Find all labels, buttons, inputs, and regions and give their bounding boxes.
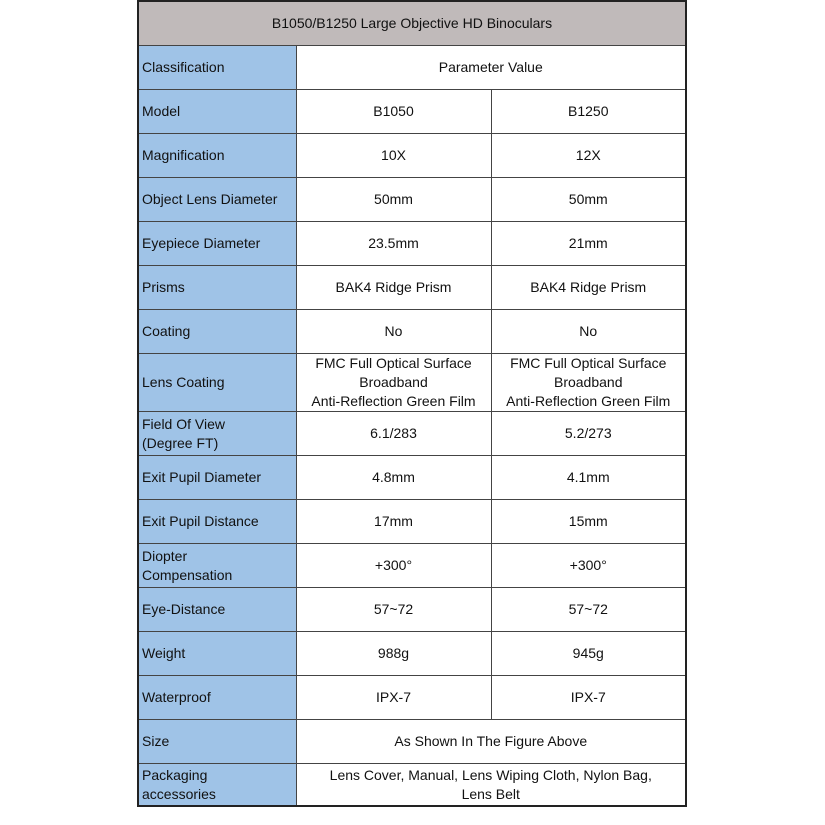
value-b1050: FMC Full Optical Surface Broadband Anti-Reflection Green Film — [296, 354, 491, 412]
title-row — [138, 1, 686, 46]
row-label: Exit Pupil Distance — [138, 500, 296, 544]
value-b1050: 23.5mm — [296, 222, 491, 266]
table-row-lens-coating — [138, 354, 686, 412]
row-label: Diopter Compensation — [138, 544, 296, 588]
value-b1050: +300° — [296, 544, 491, 588]
table-row-exit-pupil-diameter — [138, 456, 686, 500]
value-b1050: No — [296, 310, 491, 354]
row-label: Eyepiece Diameter — [138, 222, 296, 266]
value-b1050: 10X — [296, 134, 491, 178]
size-label: Size — [138, 720, 296, 764]
value-b1050: 6.1/283 — [296, 412, 491, 456]
table-row-object-lens-diameter — [138, 178, 686, 222]
value-b1250: B1250 — [491, 90, 686, 134]
value-b1250: 12X — [491, 134, 686, 178]
size-value: As Shown In The Figure Above — [296, 720, 686, 764]
row-label: Field Of View (Degree FT) — [138, 412, 296, 456]
value-b1250: 50mm — [491, 178, 686, 222]
table-row-magnification — [138, 134, 686, 178]
table-row-eye-distance — [138, 588, 686, 632]
header-row — [138, 46, 686, 90]
row-label: Weight — [138, 632, 296, 676]
row-label: Prisms — [138, 266, 296, 310]
table-title: B1050/B1250 Large Objective HD Binoculars — [138, 1, 686, 46]
value-b1250: IPX-7 — [491, 676, 686, 720]
value-b1250: 57~72 — [491, 588, 686, 632]
value-b1050: 17mm — [296, 500, 491, 544]
value-b1050: 4.8mm — [296, 456, 491, 500]
packaging-value: Lens Cover, Manual, Lens Wiping Cloth, Nylon Bag, Lens Belt — [296, 764, 686, 807]
value-b1050: BAK4 Ridge Prism — [296, 266, 491, 310]
table-row-size — [138, 720, 686, 764]
table-row-prisms — [138, 266, 686, 310]
value-b1250: No — [491, 310, 686, 354]
value-b1050: 50mm — [296, 178, 491, 222]
row-label: Object Lens Diameter — [138, 178, 296, 222]
row-label: Eye-Distance — [138, 588, 296, 632]
row-label: Waterproof — [138, 676, 296, 720]
table-row-exit-pupil-distance — [138, 500, 686, 544]
value-b1050: 57~72 — [296, 588, 491, 632]
row-label: Magnification — [138, 134, 296, 178]
value-b1250: +300° — [491, 544, 686, 588]
header-value: Parameter Value — [296, 46, 686, 90]
value-b1250: 945g — [491, 632, 686, 676]
value-b1250: 21mm — [491, 222, 686, 266]
value-b1050: B1050 — [296, 90, 491, 134]
row-label: Exit Pupil Diameter — [138, 456, 296, 500]
spec-table — [137, 0, 687, 807]
spec-table-body — [138, 1, 686, 806]
table-row-weight — [138, 632, 686, 676]
table-row-eyepiece-diameter — [138, 222, 686, 266]
value-b1250: BAK4 Ridge Prism — [491, 266, 686, 310]
packaging-label: Packaging accessories — [138, 764, 296, 807]
value-b1050: 988g — [296, 632, 491, 676]
row-label: Model — [138, 90, 296, 134]
value-b1050: IPX-7 — [296, 676, 491, 720]
table-row-coating — [138, 310, 686, 354]
table-row-diopter-compensation — [138, 544, 686, 588]
value-b1250: 15mm — [491, 500, 686, 544]
table-row-waterproof — [138, 676, 686, 720]
table-row-field-of-view — [138, 412, 686, 456]
value-b1250: FMC Full Optical Surface Broadband Anti-Reflection Green Film — [491, 354, 686, 412]
row-label: Lens Coating — [138, 354, 296, 412]
value-b1250: 4.1mm — [491, 456, 686, 500]
row-label: Coating — [138, 310, 296, 354]
table-row-packaging — [138, 764, 686, 807]
table-row-model — [138, 90, 686, 134]
header-label: Classification — [138, 46, 296, 90]
value-b1250: 5.2/273 — [491, 412, 686, 456]
